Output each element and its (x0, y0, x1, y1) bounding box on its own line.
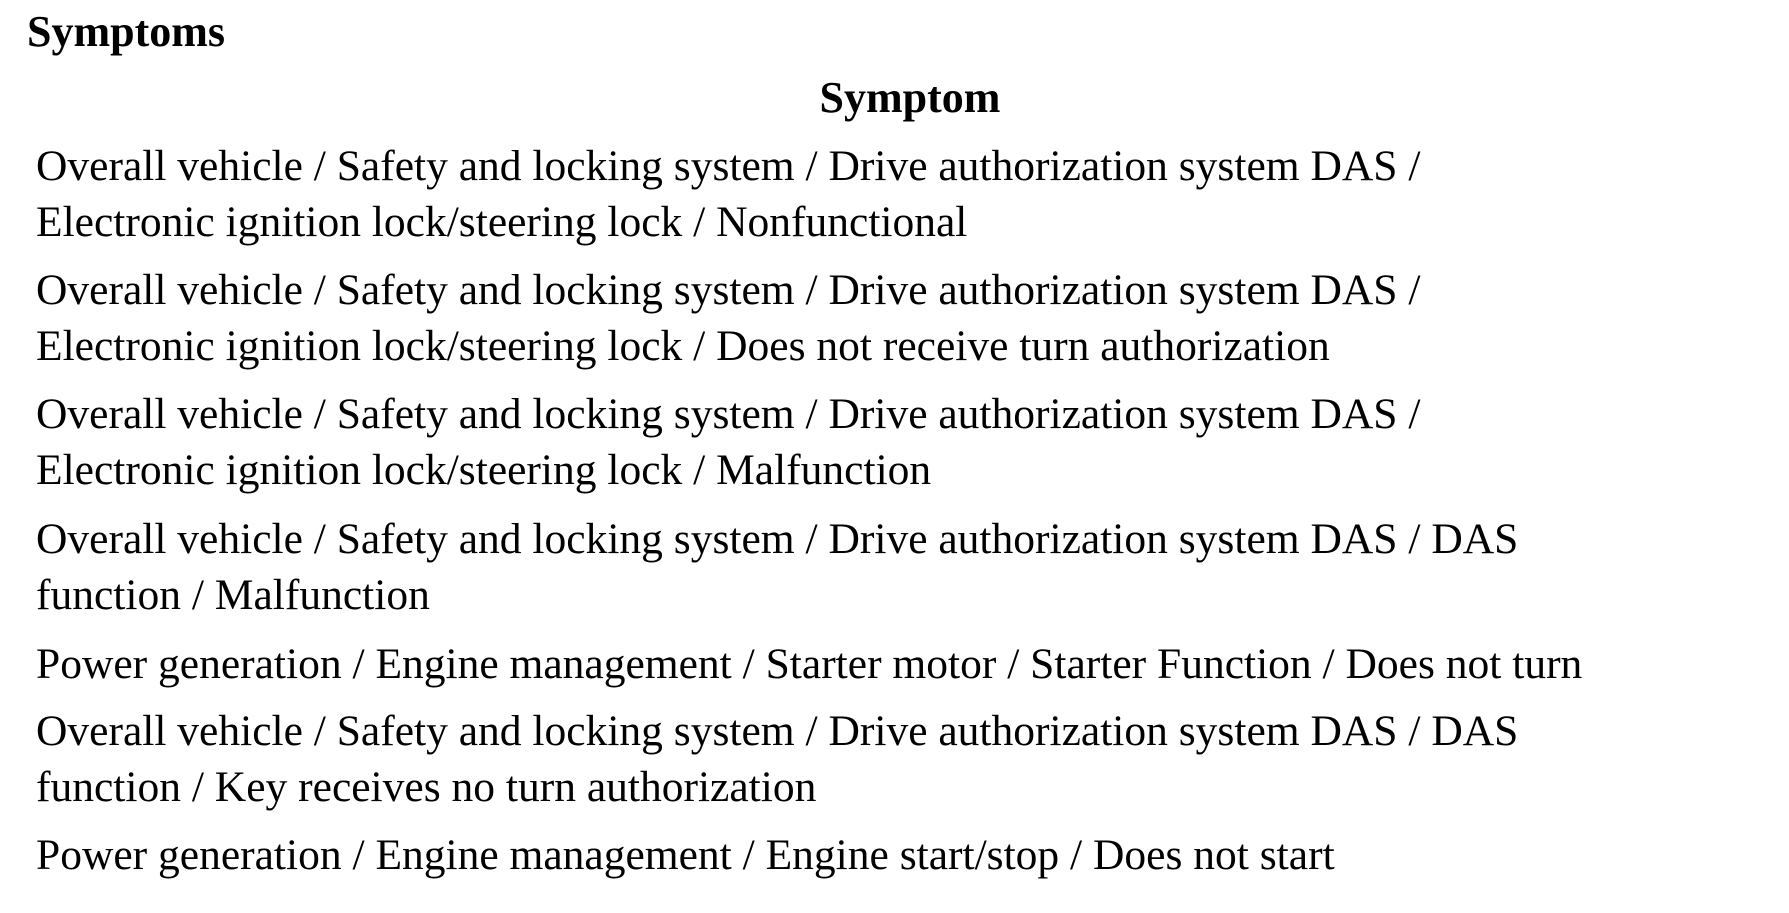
section-title: Symptoms (27, 7, 226, 56)
symptom-row (36, 636, 1781, 692)
symptom-row-line: Overall vehicle / Safety and locking system / Drive authorization system DAS / (36, 390, 1421, 438)
symptom-row (36, 386, 1781, 498)
symptom-row (36, 703, 1781, 815)
symptom-row-line: Overall vehicle / Safety and locking system / Drive authorization system DAS / (36, 142, 1421, 190)
symptom-row-line: Overall vehicle / Safety and locking system / Drive authorization system DAS / (36, 266, 1421, 314)
symptom-row-line: Overall vehicle / Safety and locking system / Drive authorization system DAS / DAS (36, 707, 1519, 755)
symptom-row (36, 138, 1781, 250)
symptom-row-line: function / Key receives no turn authorization (36, 763, 817, 811)
symptom-row-line: Power generation / Engine management / Starter motor / Starter Function / Does not turn (36, 640, 1583, 688)
symptom-row-line: Electronic ignition lock/steering lock / Malfunction (36, 446, 932, 494)
column-header-symptom: Symptom (819, 73, 1001, 122)
symptom-row (36, 511, 1781, 623)
symptom-row-line: Electronic ignition lock/steering lock / Nonfunctional (36, 198, 968, 246)
symptom-row-line: Overall vehicle / Safety and locking system / Drive authorization system DAS / DAS (36, 515, 1519, 563)
symptom-row (36, 262, 1781, 374)
symptom-row (36, 827, 1781, 883)
symptom-row-line: Electronic ignition lock/steering lock / Does not receive turn authorization (36, 322, 1330, 370)
symptom-row-line: Power generation / Engine management / Engine start/stop / Does not start (36, 831, 1335, 879)
symptom-row-line: function / Malfunction (36, 571, 430, 619)
